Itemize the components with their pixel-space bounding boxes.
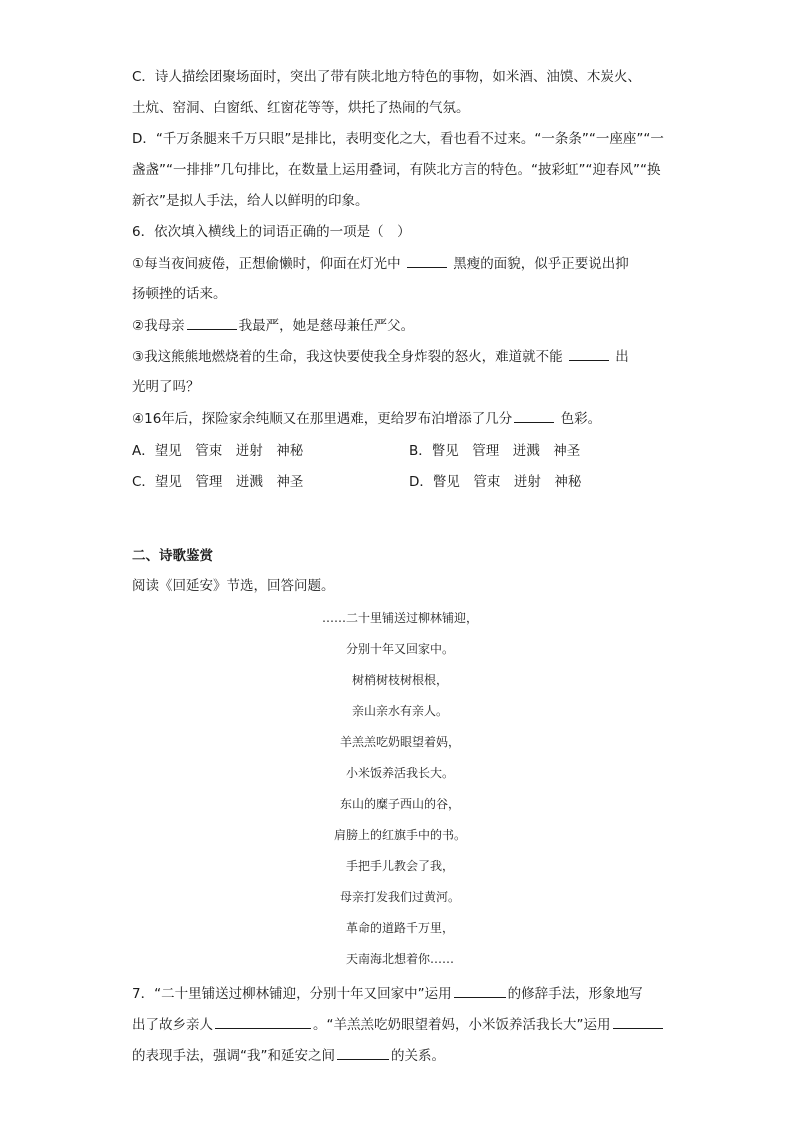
q6-s1-text-b: 黑瘦的面貌，似乎正要说出抑 bbox=[453, 256, 629, 272]
q5-option-d-line3: 新衣”是拟人手法，给人以鲜明的印象。 bbox=[132, 193, 369, 209]
poem-line: 树梢树枝树根根， bbox=[351, 673, 448, 687]
q6-s4-text-a: ④16年后，探险家余纯顺又在那里遇难，更给罗布泊增添了几分 bbox=[132, 411, 513, 427]
section-heading: 二、诗歌鉴赏 bbox=[132, 548, 213, 564]
q5-option-c-line2: 土炕、窑洞、白窗纸、红窗花等等，烘托了热闹的气氛。 bbox=[132, 100, 470, 116]
q6-sentence-2 bbox=[132, 315, 414, 336]
q6-sentence-3-cont: 光明了吗？ bbox=[132, 379, 200, 395]
q7-text-f: 的关系。 bbox=[391, 1048, 445, 1064]
q6-sentence-1-cont: 扬顿挫的话来。 bbox=[132, 286, 227, 302]
poem-line: 羊羔羔吃奶眼望着妈， bbox=[339, 735, 460, 749]
q6-option-c[interactable]: C．望见 管理 迸溅 神圣 bbox=[132, 474, 304, 490]
q6-s3-text-b: 出 bbox=[615, 349, 629, 365]
poem-line: 小米饭养活我长大。 bbox=[345, 766, 454, 780]
poem-line: 手把手儿教会了我， bbox=[345, 859, 454, 873]
reading-instruction: 阅读《回延安》节选，回答问题。 bbox=[132, 578, 335, 594]
q7-text-d: 。“羊羔羔吃奶眼望着妈，小米饭养活我长大”运用 bbox=[313, 1017, 611, 1033]
poem-line: 东山的糜子西山的谷， bbox=[339, 797, 460, 811]
q6-s3-text-a: ③我这熊熊地燃烧着的生命，我这快要使我全身炸裂的怒火，难道就不能 bbox=[132, 349, 563, 365]
q5-option-c-line1: C．诗人描绘团聚场面时，突出了带有陕北地方特色的事物，如米酒、油馍、木炭火、 bbox=[132, 69, 641, 85]
q7-text-b: 的修辞手法，形象地写 bbox=[507, 986, 643, 1002]
q7-line-3 bbox=[132, 1045, 445, 1066]
q6-blank-4[interactable] bbox=[514, 408, 554, 423]
q7-text-e: 的表现手法，强调“我”和延安之间 bbox=[132, 1048, 335, 1064]
q7-blank-3[interactable] bbox=[613, 1014, 663, 1029]
q7-text-a: 7．“二十里铺送过柳林铺迎，分别十年又回家中”运用 bbox=[132, 986, 452, 1002]
q6-sentence-4 bbox=[132, 408, 601, 429]
poem-line: 分别十年又回家中。 bbox=[345, 642, 454, 656]
poem-line: 天南海北想着你…… bbox=[345, 952, 454, 966]
q6-sentence-1 bbox=[132, 253, 629, 274]
q7-blank-4[interactable] bbox=[337, 1045, 389, 1060]
q5-option-d-line1: D．“千万条腿来千万只眼”是排比，表明变化之大，看也看不过来。“一条条”“一座座”“一 bbox=[132, 131, 664, 147]
q7-line-2 bbox=[132, 1014, 665, 1035]
q6-options-row-2 bbox=[132, 472, 692, 492]
poem-line: 亲山亲水有亲人。 bbox=[351, 704, 448, 718]
q6-s4-text-b: 色彩。 bbox=[560, 411, 602, 427]
q6-s2-text-a: ②我母亲 bbox=[132, 318, 185, 334]
poem-line: 革命的道路千万里， bbox=[345, 921, 454, 935]
q5-option-d-line2: 盏盏”“一排排”几句排比，在数量上运用叠词，有陕北方言的特色。“披彩虹”“迎春风”“换 bbox=[132, 162, 661, 178]
q7-line-1 bbox=[132, 983, 643, 1004]
q7-blank-1[interactable] bbox=[454, 983, 506, 998]
q6-blank-3[interactable] bbox=[569, 346, 609, 361]
q6-options-row-1 bbox=[132, 441, 692, 461]
poem-line: ……二十里铺送过柳林铺迎， bbox=[321, 611, 478, 625]
q6-option-d[interactable]: D．瞥见 管束 迸射 神秘 bbox=[409, 474, 582, 490]
q7-blank-2[interactable] bbox=[215, 1014, 311, 1029]
poem-line: 肩膀上的红旗手中的书。 bbox=[333, 828, 466, 842]
q7-text-c: 出了故乡亲人 bbox=[132, 1017, 213, 1033]
q6-option-b[interactable]: B．瞥见 管理 迸溅 神圣 bbox=[409, 443, 581, 459]
q6-blank-1[interactable] bbox=[407, 253, 447, 268]
q6-s2-text-b: 我最严，她是慈母兼任严父。 bbox=[238, 318, 415, 334]
q6-blank-2[interactable] bbox=[187, 315, 237, 330]
q6-stem: 6．依次填入横线上的词语正确的一项是（ ） bbox=[132, 224, 411, 240]
q6-option-a[interactable]: A．望见 管束 迸射 神秘 bbox=[132, 443, 304, 459]
poem-line: 母亲打发我们过黄河。 bbox=[339, 890, 460, 904]
q6-sentence-3 bbox=[132, 346, 629, 367]
q6-s1-text-a: ①每当夜间疲倦，正想偷懒时，仰面在灯光中 bbox=[132, 256, 401, 272]
